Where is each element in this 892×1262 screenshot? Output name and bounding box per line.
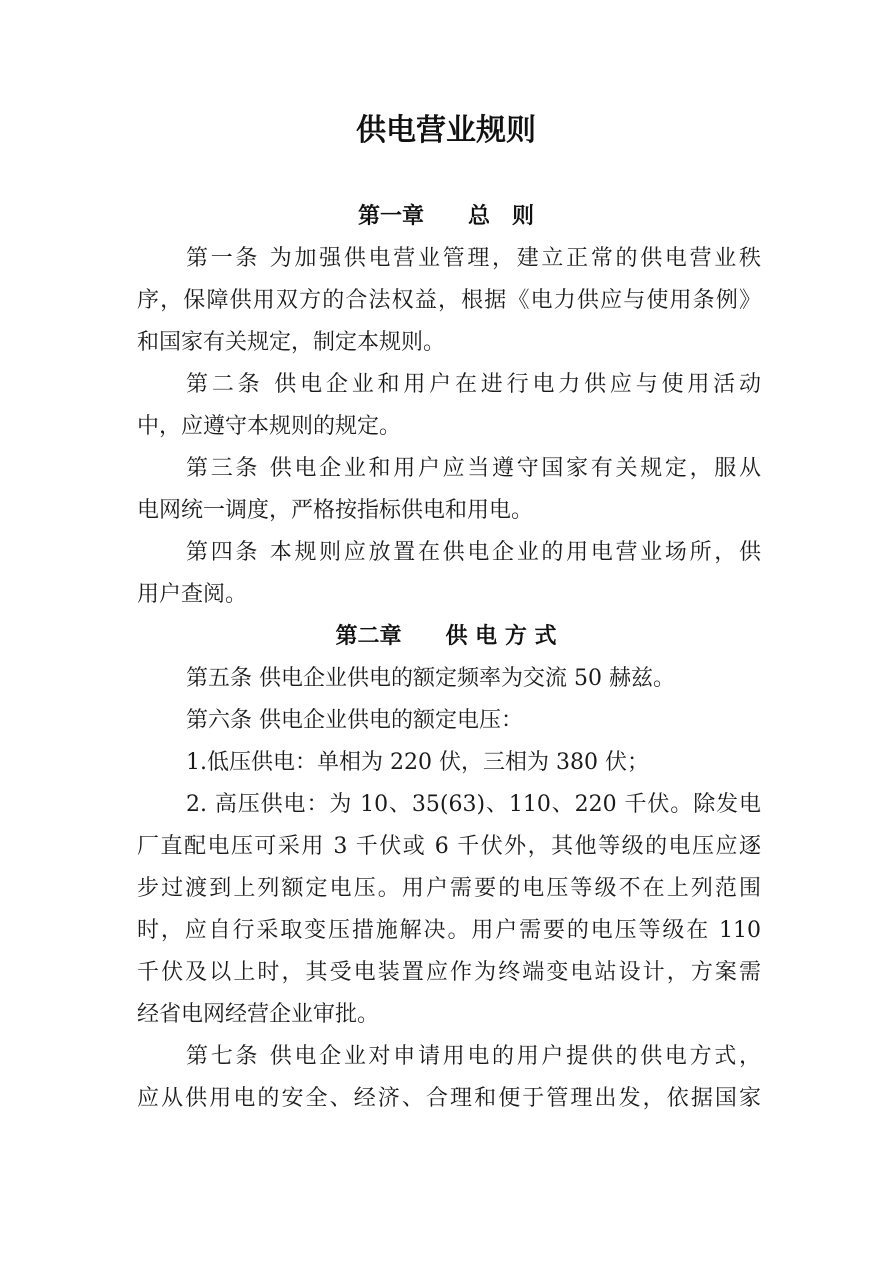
text-line: 千伏及以上时，其受电装置应作为终端变电站设计，方案需 [137, 960, 761, 985]
text-line: 和国家有关规定，制定本规则。 [137, 330, 446, 355]
text-line: 1.低压供电：单相为 220 伏，三相为 380 伏； [186, 750, 649, 775]
text-line: 中，应遵守本规则的规定。 [137, 414, 402, 439]
text-line: 序，保障供用双方的合法权益，根据《电力供应与使用条例》 [137, 288, 761, 313]
text-line: 经省电网经营企业审批。 [137, 1002, 380, 1027]
chapter-heading: 第二章 供 电 方 式 [335, 624, 557, 649]
text-line: 第七条 供电企业对申请用电的用户提供的供电方式， [186, 1044, 761, 1069]
text-line: 2. 高压供电：为 10、35(63)、110、220 千伏。除发电 [186, 792, 761, 817]
text-line: 时，应自行采取变压措施解决。用户需要的电压等级在 110 [137, 918, 761, 943]
text-line: 电网统一调度，严格按指标供电和用电。 [137, 498, 534, 523]
text-line: 用户查阅。 [137, 582, 248, 607]
chapter-heading: 第一章 总 则 [357, 204, 534, 229]
text-line: 第四条 本规则应放置在供电企业的用电营业场所，供 [186, 540, 761, 565]
text-line: 厂直配电压可采用 3 千伏或 6 千伏外，其他等级的电压应逐 [137, 834, 761, 859]
text-line: 第三条 供电企业和用户应当遵守国家有关规定，服从 [186, 456, 761, 481]
text-line: 应从供用电的安全、经济、合理和便于管理出发，依据国家 [137, 1086, 761, 1111]
text-line: 第五条 供电企业供电的额定频率为交流 50 赫兹。 [186, 666, 675, 691]
document-title: 供电营业规则 [356, 113, 536, 148]
text-line: 第二条 供电企业和用户在进行电力供应与使用活动 [186, 372, 761, 397]
text-line: 第六条 供电企业供电的额定电压： [186, 708, 523, 733]
text-line: 第一条 为加强供电营业管理，建立正常的供电营业秩 [186, 246, 761, 271]
text-line: 步过渡到上列额定电压。用户需要的电压等级不在上列范围 [137, 876, 761, 901]
